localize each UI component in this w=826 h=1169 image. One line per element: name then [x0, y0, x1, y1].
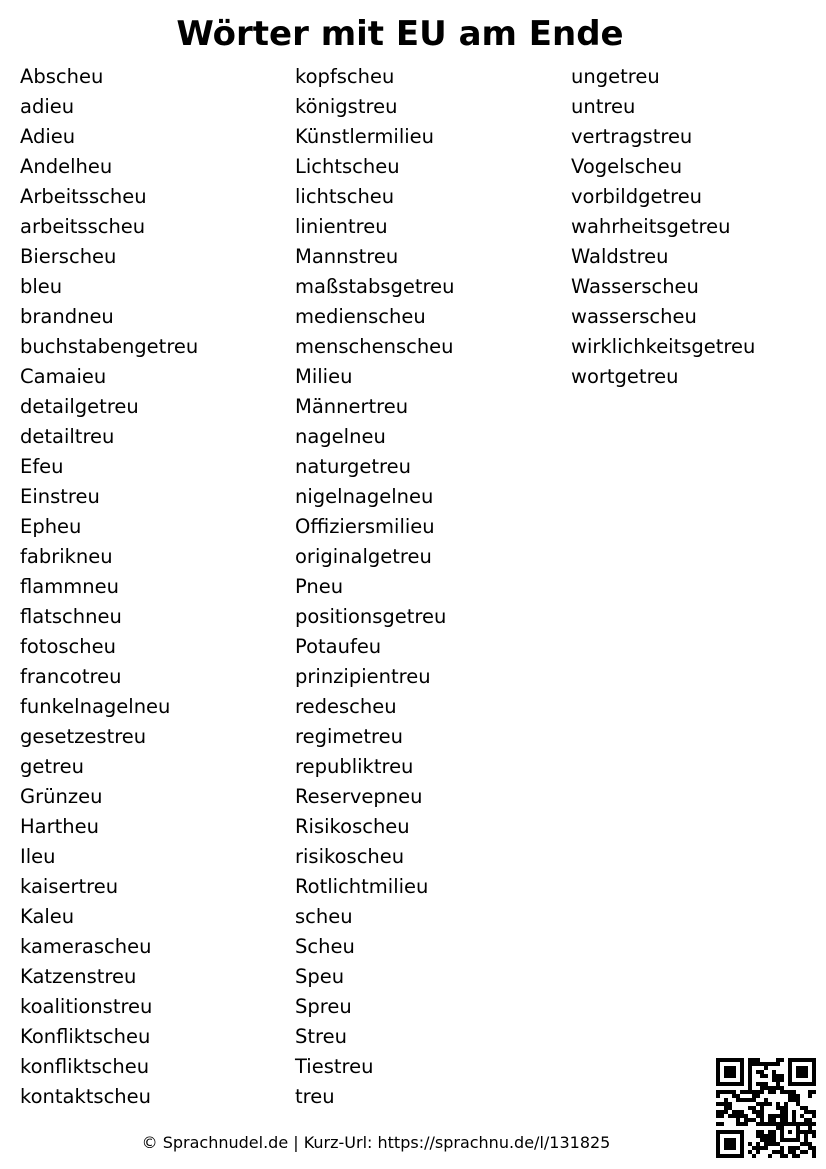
word-list-item: republiktreu: [295, 755, 414, 778]
word-list-item: buchstabengetreu: [20, 335, 199, 358]
word-column-2: [295, 62, 455, 1112]
word-list-item: Spreu: [295, 995, 352, 1018]
word-list-item: linientreu: [295, 215, 388, 238]
word-list-item: regimetreu: [295, 725, 403, 748]
word-list-item: wortgetreu: [571, 365, 679, 388]
word-list-item: Tiestreu: [295, 1055, 374, 1078]
word-list-item: Arbeitsscheu: [20, 185, 147, 208]
word-list-item: kaisertreu: [20, 875, 119, 898]
word-list-item: nigelnagelneu: [295, 485, 434, 508]
word-list-item: kontaktscheu: [20, 1085, 152, 1108]
word-column-3: [571, 62, 755, 392]
word-list-item: menschenscheu: [295, 335, 454, 358]
word-list-item: Männertreu: [295, 395, 409, 418]
word-list-item: vertragstreu: [571, 125, 693, 148]
word-list-item: Vogelscheu: [571, 155, 683, 178]
word-list-item: maßstabsgetreu: [295, 275, 455, 298]
word-list-item: Kaleu: [20, 905, 75, 928]
word-list-item: vorbildgetreu: [571, 185, 703, 208]
word-list-item: Lichtscheu: [295, 155, 400, 178]
word-list-item: Künstlermilieu: [295, 125, 435, 148]
word-list-item: Wasserscheu: [571, 275, 699, 298]
word-list-item: fabrikneu: [20, 545, 113, 568]
word-list-item: Scheu: [295, 935, 355, 958]
word-list-item: Reservepneu: [295, 785, 423, 808]
word-list-item: Ileu: [20, 845, 56, 868]
word-list-item: brandneu: [20, 305, 114, 328]
word-list-item: wahrheitsgetreu: [571, 215, 731, 238]
word-list-item: funkelnagelneu: [20, 695, 171, 718]
word-list-item: konfliktscheu: [20, 1055, 150, 1078]
word-list-item: kopfscheu: [295, 65, 395, 88]
word-list-item: getreu: [20, 755, 84, 778]
word-column-1: [20, 62, 198, 1112]
word-list-item: redescheu: [295, 695, 397, 718]
word-list-item: Waldstreu: [571, 245, 669, 268]
word-list-item: positionsgetreu: [295, 605, 447, 628]
word-list-item: kamerascheu: [20, 935, 152, 958]
word-list-item: Speu: [295, 965, 345, 988]
word-list-item: Mannstreu: [295, 245, 399, 268]
word-list-item: nagelneu: [295, 425, 386, 448]
word-list-item: treu: [295, 1085, 335, 1108]
word-list-item: Grünzeu: [20, 785, 103, 808]
word-list-item: Konfliktscheu: [20, 1025, 151, 1048]
word-list-item: francotreu: [20, 665, 122, 688]
word-list-item: koalitionstreu: [20, 995, 153, 1018]
footer-text: © Sprachnudel.de | Kurz-Url: https://sprachnu.de/l/131825: [141, 1133, 611, 1152]
word-list-item: detailtreu: [20, 425, 115, 448]
word-list-item: Pneu: [295, 575, 344, 598]
page-title: Wörter mit EU am Ende: [176, 14, 624, 54]
word-list-item: wasserscheu: [571, 305, 697, 328]
word-list-item: flatschneu: [20, 605, 122, 628]
word-list-item: risikoscheu: [295, 845, 405, 868]
word-list-item: Adieu: [20, 125, 76, 148]
word-list-item: königstreu: [295, 95, 398, 118]
word-list-item: Hartheu: [20, 815, 99, 838]
word-list-item: adieu: [20, 95, 75, 118]
word-list-item: Camaieu: [20, 365, 107, 388]
word-list-item: lichtscheu: [295, 185, 395, 208]
word-list-item: fotoscheu: [20, 635, 116, 658]
word-list-item: untreu: [571, 95, 636, 118]
word-list-item: ungetreu: [571, 65, 660, 88]
word-list-item: arbeitsscheu: [20, 215, 146, 238]
word-list-item: Risikoscheu: [295, 815, 410, 838]
word-list-item: Andelheu: [20, 155, 113, 178]
word-list-item: Streu: [295, 1025, 347, 1048]
word-list-item: medienscheu: [295, 305, 426, 328]
word-list-item: Epheu: [20, 515, 82, 538]
word-list-item: Milieu: [295, 365, 353, 388]
word-list-item: naturgetreu: [295, 455, 411, 478]
word-list-item: bleu: [20, 275, 63, 298]
word-list-item: gesetzestreu: [20, 725, 147, 748]
word-list-item: Bierscheu: [20, 245, 117, 268]
word-list-item: Potaufeu: [295, 635, 382, 658]
word-list-item: Einstreu: [20, 485, 100, 508]
qr-code-icon: [716, 1058, 816, 1158]
word-list-item: scheu: [295, 905, 353, 928]
word-list-item: detailgetreu: [20, 395, 139, 418]
word-list-item: Katzenstreu: [20, 965, 137, 988]
word-list-item: flammneu: [20, 575, 119, 598]
word-list-item: prinzipientreu: [295, 665, 431, 688]
word-list-item: originalgetreu: [295, 545, 432, 568]
word-list-item: Efeu: [20, 455, 64, 478]
word-list-item: wirklichkeitsgetreu: [571, 335, 756, 358]
word-list-item: Offiziersmilieu: [295, 515, 435, 538]
word-list-item: Abscheu: [20, 65, 104, 88]
word-list-item: Rotlichtmilieu: [295, 875, 429, 898]
